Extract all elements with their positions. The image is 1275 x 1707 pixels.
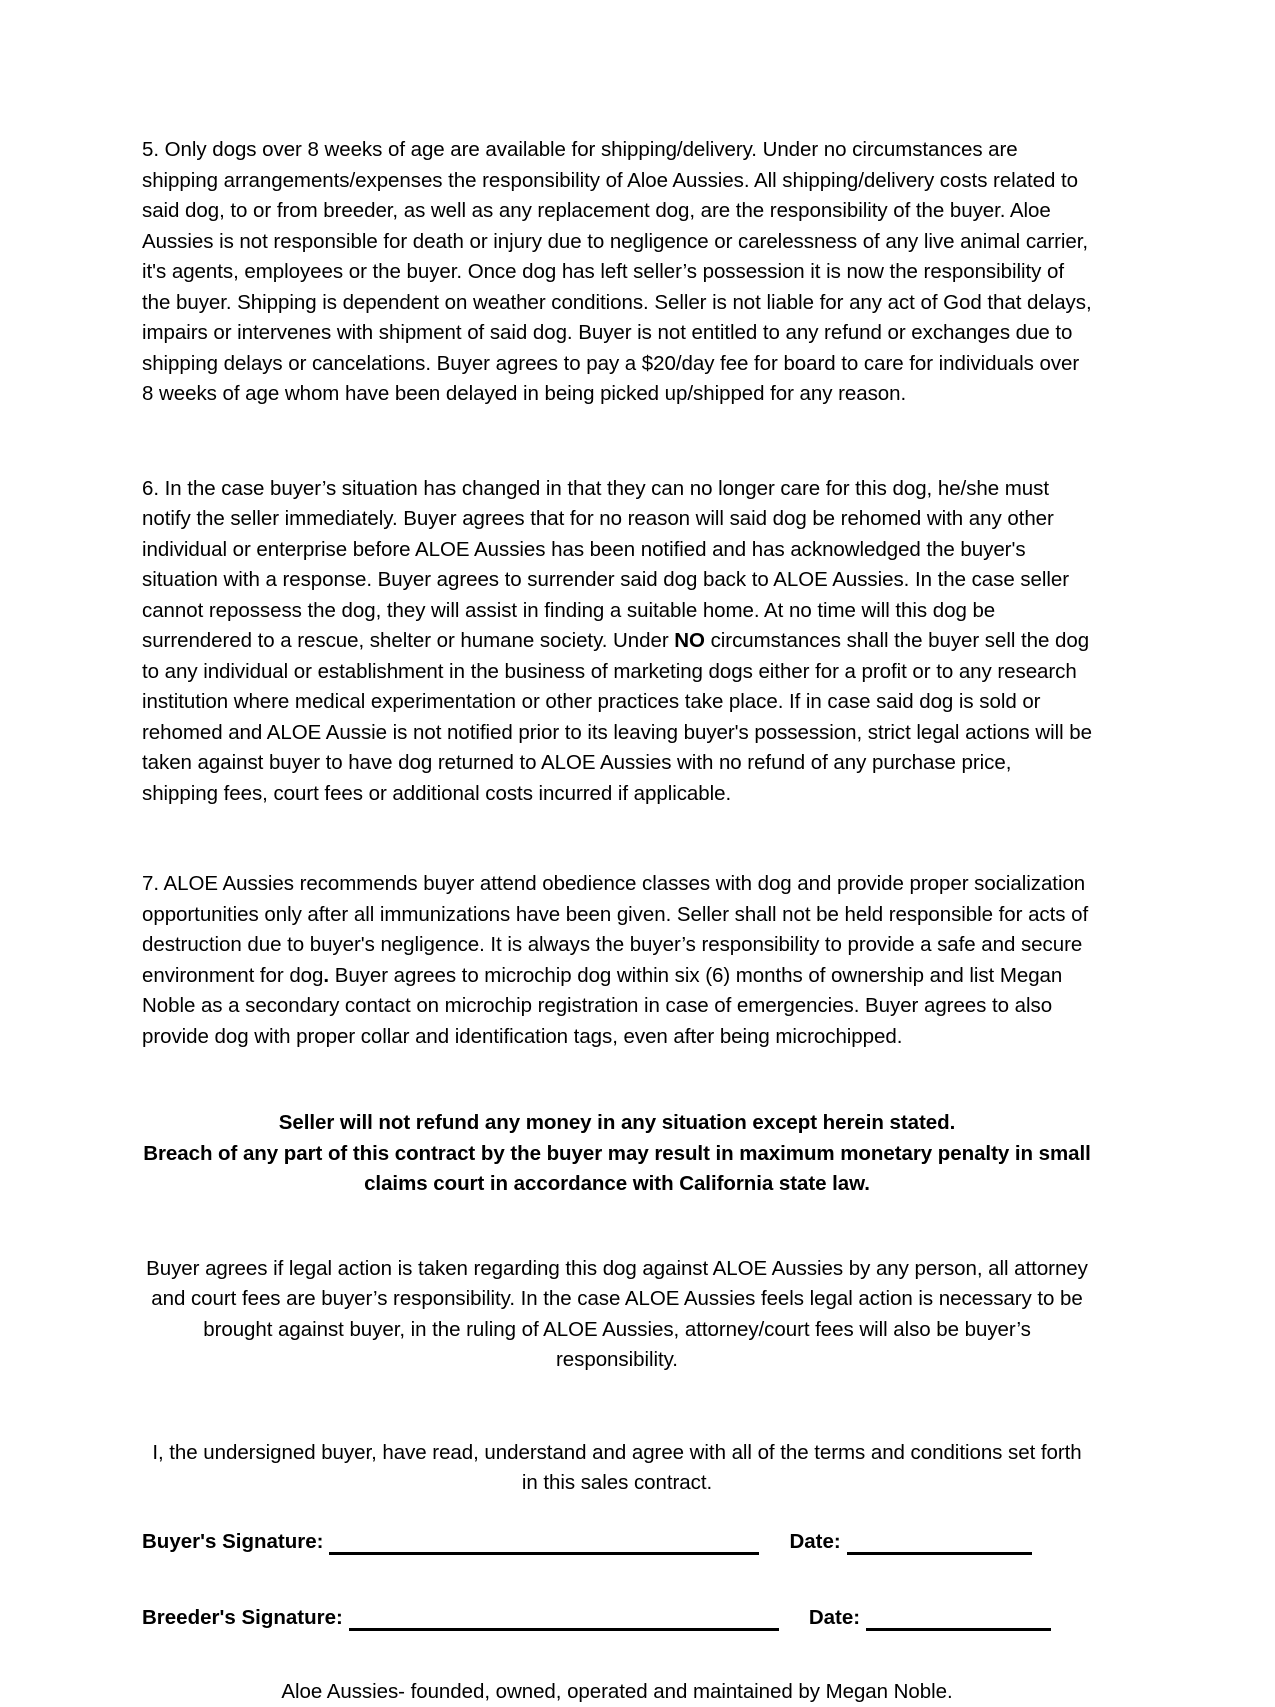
clause-7-text-part-1: 7. ALOE Aussies recommends buyer attend obedience classes with dog and provide proper socialization opportunities only after all immunizations have been given. Seller shall not be held responsible for acts of destruction due to buyer's negligence. It is always the buyer’s responsibility to provide a safe and secure environment for dog <box>142 872 1089 987</box>
breeder-date-label: Date: <box>808 1605 861 1629</box>
acknowledgement-paragraph: I, the undersigned buyer, have read, understand and agree with all of the terms and conditions set forth in this sales contract. <box>152 1440 1082 1494</box>
buyer-date-field[interactable] <box>847 1532 1032 1555</box>
legal-action-spacer <box>142 1200 1092 1254</box>
clause-6-text-part-2: circumstances shall the buyer sell the dog to any individual or establishment in the business of marketing dogs either for a profit or to any research institution where medical experimentation or other practices take place. If in case said dog is sold or rehomed and ALOE Aussie is not notified prior to its leaving buyer's possession, strict legal actions will be taken against buyer to have dog returned to ALOE Aussies with no refund of any purchase price, shipping fees, court fees or additional costs incurred if applicable. <box>142 629 1092 805</box>
footer-spacer <box>142 1631 1092 1677</box>
signature-row-spacer <box>142 1555 1092 1605</box>
legal-action-paragraph: Buyer agrees if legal action is taken regarding this dog against ALOE Aussies by any person, all attorney and court fees are buyer’s responsibility. In the case ALOE Aussies feels legal action is necessary to be brought against buyer, in the ruling of ALOE Aussies, attorney/court fees will also be buyer’s responsibility. <box>146 1256 1088 1371</box>
document-body <box>142 135 1092 1707</box>
footer-attribution: Aloe Aussies- founded, owned, operated and maintained by Megan Noble. <box>281 1679 953 1703</box>
emphasis-block-spacer <box>142 1082 1092 1108</box>
clause-5-paragraph: 5. Only dogs over 8 weeks of age are available for shipping/delivery. Under no circumstances are shipping arrangements/expenses the responsibility of Aloe Aussies. All shipping/delivery costs related to said dog, to or from breeder, as well as any replacement dog, are the responsibility of the buyer. Aloe Aussies is not responsible for death or injury due to negligence or carelessness of any live animal carrier, it's agents, employees or the buyer. Once dog has left seller’s possession it is now the responsibility of the buyer. Shipping is dependent on weather conditions. Seller is not liable for any act of God that delays, impairs or intervenes with shipment of said dog. Buyer is not entitled to any refund or exchanges due to shipping delays or cancelations. Buyer agrees to pay a $20/day fee for board to care for individuals over 8 weeks of age whom have been delayed in being picked up/shipped for any reason. <box>142 138 1092 405</box>
clause-7-paragraph <box>142 869 1092 1052</box>
buyer-signature-label: Buyer's Signature: <box>142 1529 324 1553</box>
buyer-signature-field[interactable] <box>329 1532 759 1555</box>
clause-spacer-6-7 <box>142 839 1092 869</box>
clause-7-text-part-2: Buyer agrees to microchip dog within six (6) months of ownership and list Megan Noble as a secondary contact on microchip registration in case of emergencies. Buyer agrees to also provide dog with proper collar and identification tags, even after being microchipped. <box>142 963 1063 1048</box>
breeder-date-field[interactable] <box>866 1608 1051 1631</box>
breeder-signature-row <box>142 1605 1092 1631</box>
signature-top-spacer <box>142 1499 1092 1529</box>
breeder-signature-field[interactable] <box>349 1608 779 1631</box>
clause-6-emphasis-no: NO <box>674 629 705 652</box>
buyer-date-label: Date: <box>789 1529 841 1553</box>
buyer-signature-row <box>142 1529 1092 1555</box>
clause-6-paragraph <box>142 474 1092 810</box>
clause-spacer-5-6 <box>142 444 1092 474</box>
clause-7-emphasis-period: . <box>323 963 330 987</box>
acknowledgement-spacer <box>142 1376 1092 1438</box>
clause-6-text-part-1: 6. In the case buyer’s situation has changed in that they can no longer care for this dog, he/she must notify the seller immediately. Buyer agrees that for no reason will said dog be rehomed with any other individual or enterprise before ALOE Aussies has been notified and has acknowledged the buyer's situation with a response. Buyer agrees to surrender said dog back to ALOE Aussies. In the case seller cannot repossess the dog, they will assist in finding a suitable home. At no time will this dog be surrendered to a rescue, shelter or humane society. Under <box>142 476 1070 652</box>
breeder-signature-label: Breeder's Signature: <box>142 1605 343 1629</box>
refund-policy-statement: Seller will not refund any money in any situation except herein stated. <box>278 1111 956 1134</box>
breach-penalty-statement: Breach of any part of this contract by the buyer may result in maximum monetary penalty in small claims court in accordance with California state law. <box>143 1141 1091 1195</box>
